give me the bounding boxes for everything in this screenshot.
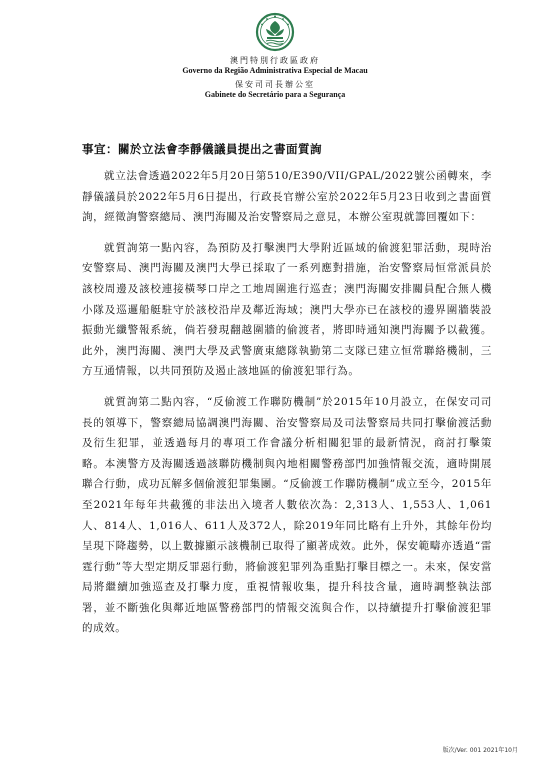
version-footer: 版次/Ver. 001 2021年10月 [442,747,518,754]
government-name-zh: 澳門特別行政區政府 [230,56,320,65]
paragraph-intro: 就立法會透過2022年5月20日第510/E390/VII/GPAL/2022號公函轉來，李靜儀議員於2022年5月6日提出，行政長官辦公室於2022年5月23日收到之書面質詢，經徵詢警察總局、澳門海關及治安警察局之意見，本辦公室現就籌回覆如下： [82,170,492,224]
paragraph-point-one: 就質詢第一點內容，為預防及打擊澳門大學附近區域的偷渡犯罪活動，現時治安警察局、澳門海關及澳門大學已採取了一系列應對措施，治安警察局恒常派員於該校周邊及該校連接橫琴口岸之工地周圍進行巡查；澳門海關安排關員配合無人機小隊及巡邏船艇駐守於該校沿岸及鄰近海域；澳門大學亦已在該校的邊界圍牆裝設振動光纖警報系統，倘若發現翻越圍牆的偷渡者，將即時通知澳門海關予以截獲。此外，澳門海關、澳門大學及武警廣東總隊執勤第二支隊已建立恒常聯絡機制，三方互通情報，以共同預防及遏止該地區的偷渡犯罪行為。 [82,241,492,378]
office-name-pt: Gabinete do Secretário para a Segurança [204,90,346,99]
document-body [82,140,492,649]
subject-line: 事宜：關於立法會李靜儀議員提出之書面質詢 [82,142,322,156]
government-name-pt: Governo da Região Administrativa Especial de Macau [182,66,368,75]
macau-emblem-icon [255,12,295,56]
paragraph-point-two: 就質詢第二點內容，“反偷渡工作聯防機制”於2015年10月設立，在保安司司長的領導下，警察總局協調澳門海關、治安警察局及司法警察局共同打擊偷渡活動及衍生犯罪，並透過每月的專項工作會議分析相關犯罪的最新情況，商討打擊策略。本澳警方及海關透過該聯防機制與內地相關警務部門加強情報交流，適時開展聯合行動，成功瓦解多個偷渡犯罪集團。“反偷渡工作聯防機制”成立至今，2015年至2021年每年共截獲的非法出入境者人數依次為：2,313人、1,553人、1,061人、814人、1,016人、611人及372人，除2019年同比略有上升外，其餘年份均呈現下降趨勢，以上數據顯示該機制已取得了顯著成效。此外，保安範疇亦透過“雷霆行動”等大型定期反罪惡行動，將偷渡犯罪列為重點打擊目標之一。未來，保安當局將繼續加強巡查及打擊力度，重視情報收集，提升科技含量，適時調整執法部署，並不斷強化與鄰近地區警務部門的情報交流與合作，以持續提升打擊偷渡犯罪的成效。 [82,395,492,635]
office-name-zh: 保安司司長辦公室 [235,80,315,89]
letterhead [0,12,550,100]
